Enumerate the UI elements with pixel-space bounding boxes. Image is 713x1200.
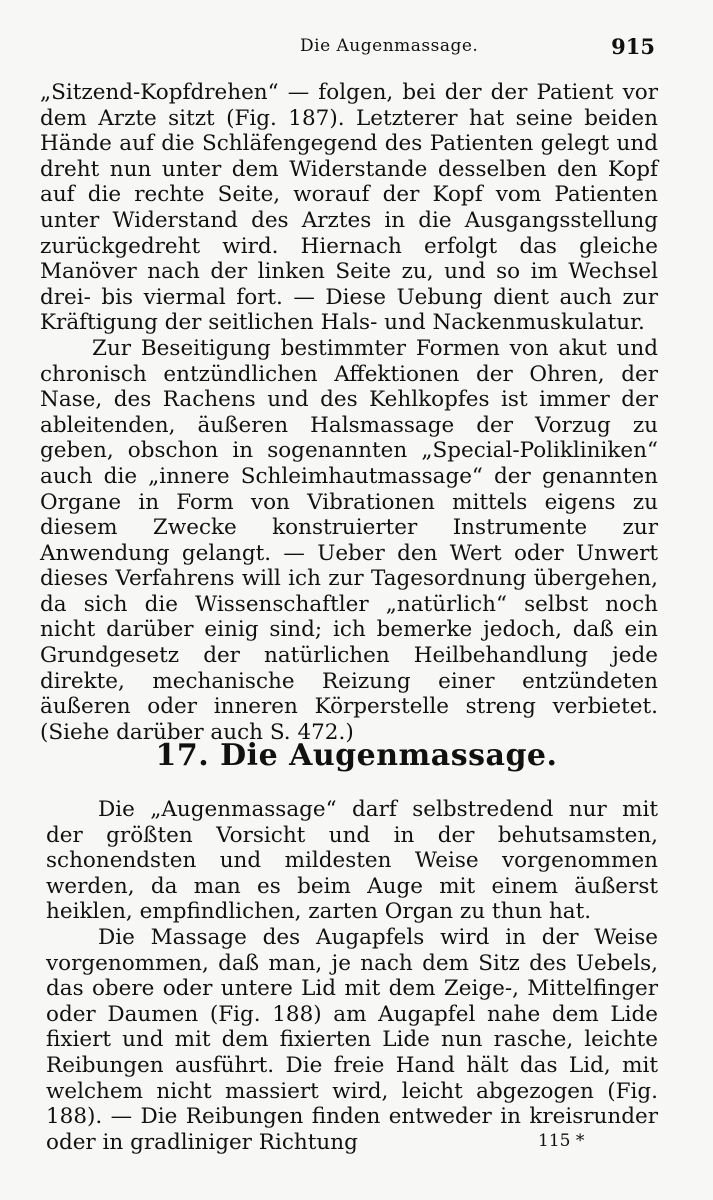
running-title: Die Augenmassage. <box>300 36 479 56</box>
bottom-text-block <box>46 797 658 1155</box>
running-head <box>40 34 655 60</box>
signature-mark: 115 * <box>538 1131 585 1151</box>
page-number: 915 <box>611 34 655 59</box>
paragraph-halsmassage: Zur Beseitigung bestimmter Formen von akut und chronisch entzündlichen Affektionen der Ohren, der Nase, des Rachens und des Kehlkopfes ist immer der ableitenden, äußeren Halsmassage der Vorzug zu geben, obschon in sogenannten „Special-Polikliniken“ auch die „innere Schleimhautmassage“ der genannten Organe in Form von Vibrationen mittels eigens zu diesem Zwecke konstruierter Instrumente zur Anwendung gelangt. — Ueber den Wert oder Unwert dieses Verfahrens will ich zur Tagesordnung übergehen, da sich die Wissenschaftler „natürlich“ selbst noch nicht darüber einig sind; ich bemerke jedoch, daß ein Grundgesetz der natürlichen Heilbehandlung jede direkte, mechanische Reizung einer entzündeten äußeren oder inneren Körperstelle streng verbietet. (Siehe darüber auch S. 472.) <box>40 335 658 745</box>
paragraph-augapfel-massage: Die Massage des Augapfels wird in der Weise vorgenommen, daß man, je nach dem Sitz des Uebels, das obere oder untere Lid mit dem Zeige-, Mittelfinger oder Daumen (Fig. 188) am Augapfel nahe dem Lide fixiert und mit dem fixierten Lide nun rasche, leichte Reibungen ausführt. Die freie Hand hält das Lid, mit welchem nicht massiert wird, leicht abgezogen (Fig. 188). — Die Reibungen finden entweder in kreisrunder oder in gradliniger Richtung <box>46 924 658 1155</box>
top-text-block <box>40 80 658 745</box>
section-heading: 17. Die Augenmassage. <box>155 738 558 773</box>
paragraph-sitzend-kopfdrehen: „Sitzend-Kopfdrehen“ — folgen, bei der der Patient vor dem Arzte sitzt (Fig. 187). Letzterer hat seine beiden Hände auf die Schläfengegend des Patienten gelegt und dreht nun unter dem Widerstande desselben den Kopf auf die rechte Seite, worauf der Kopf vom Patienten unter Widerstand des Arztes in die Ausgangsstellung zurückgedreht wird. Hiernach erfolgt das gleiche Manöver nach der linken Seite zu, und so im Wechsel drei- bis viermal fort. — Diese Uebung dient auch zur Kräftigung der seitlichen Hals- und Nackenmuskulatur. <box>40 80 658 336</box>
paragraph-augenmassage-intro: Die „Augenmassage“ darf selbstredend nur mit der größten Vorsicht und in der behutsamsten, schonendsten und mildesten Weise vorgenommen werden, da man es beim Auge mit einem äußerst heiklen, empfindlichen, zarten Organ zu thun hat. <box>46 797 658 925</box>
